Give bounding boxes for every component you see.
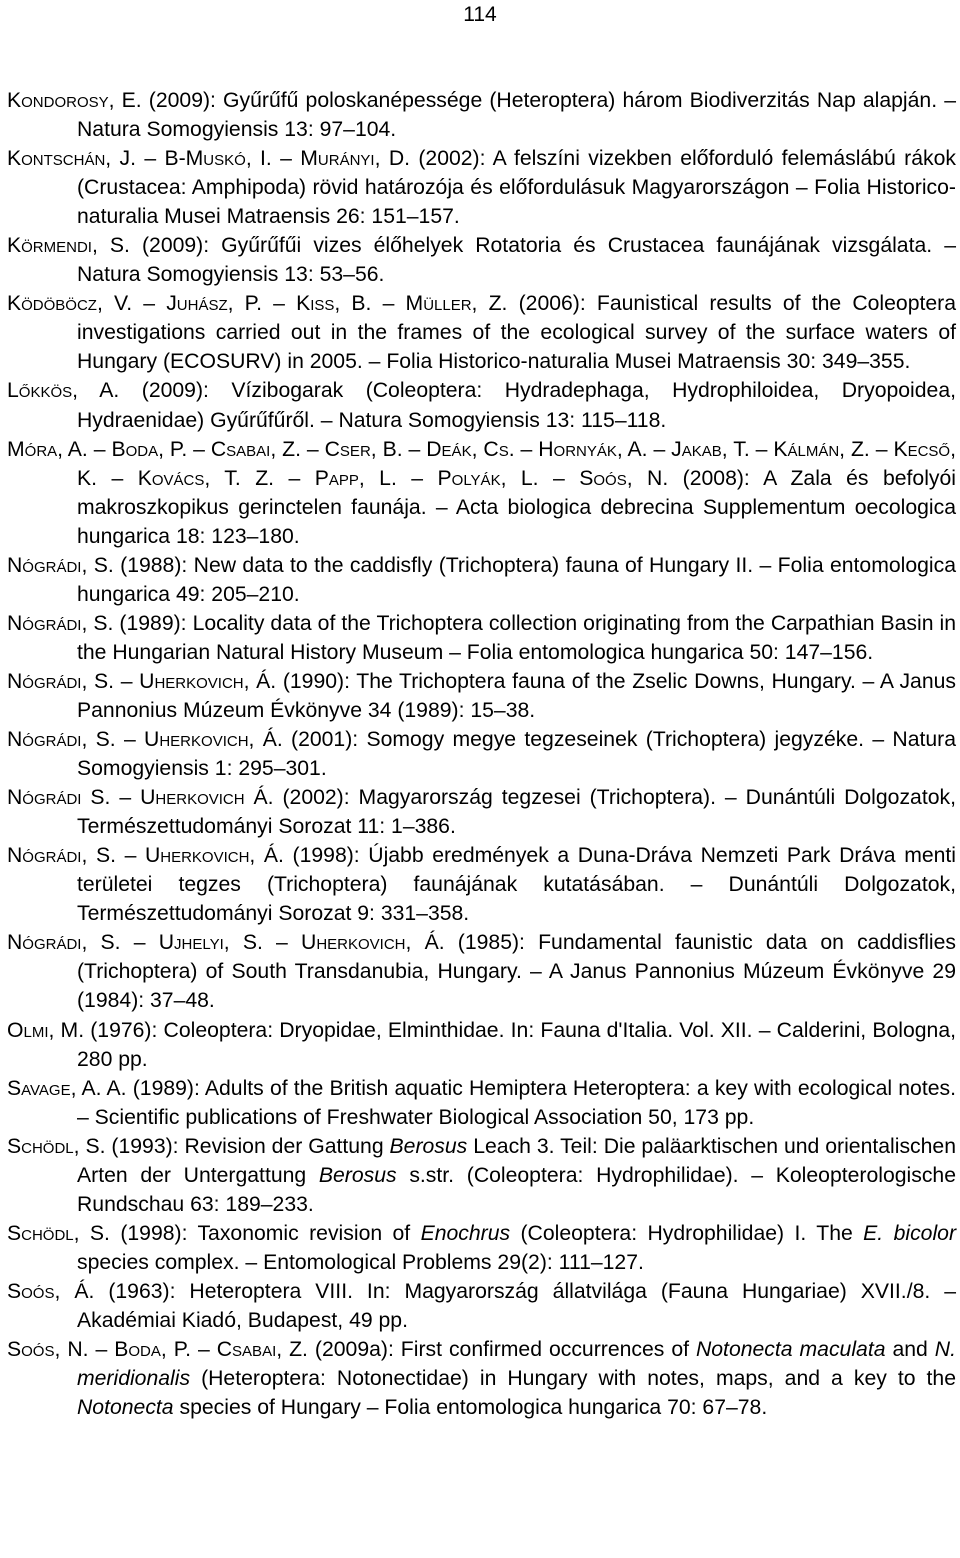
reference-entry (7, 144, 956, 231)
reference-text: (2002): Magyarország tegzesei (Trichoptera). – Dunántúli Dolgozatok, Természettudományi Sorozat 11: 1–386. (77, 786, 956, 839)
reference-entry (7, 841, 956, 928)
reference-authors: Kontschán, J. – B-Muskó, I. – Murányi, D. (7, 147, 411, 171)
reference-text: (2009a): First confirmed occurrences of Notonecta maculata and N. meridionalis (Heteroptera: Notonectidae) in Hungary with notes, maps, and a key to the Notonecta species of Hungary – Folia entomologica hungarica 70: 67–78. (77, 1338, 956, 1420)
reference-entry (7, 1335, 956, 1422)
reference-entry (7, 1074, 956, 1132)
reference-authors: Móra, A. – Boda, P. – Csabai, Z. – Cser, B. – Deák, Cs. – Hornyák, A. – Jakab, T. – Kálmán, Z. – Kecső, K. – Kovács, T. Z. – Papp, L. – Polyák, L. – Soós, N. (7, 437, 956, 490)
reference-text: (1998): Taxonomic revision of Enochrus (Coleoptera: Hydrophilidae) I. The E. bicolor species complex. – Entomological Problems 29(2): 111–127. (77, 1221, 956, 1274)
reference-authors: Schödl, S. (7, 1221, 110, 1245)
reference-text: (1989): Adults of the British aquatic Hemiptera Heteroptera: a key with ecological notes. – Scientific publications of Freshwater Biological Association 50, 173 pp. (77, 1076, 956, 1129)
reference-text: (1963): Heteroptera VIII. In: Magyarország állatvilága (Fauna Hungariae) XVII./8. – Akadémiai Kiadó, Budapest, 49 pp. (77, 1279, 957, 1332)
reference-authors: Nógrádi S. – Uherkovich Á. (7, 786, 274, 810)
reference-authors: Schödl, S. (7, 1134, 106, 1158)
reference-list (7, 86, 956, 1422)
reference-text: (2006): Faunistical results of the Coleoptera investigations carried out in the frames of the ecological survey of the surface waters of Hungary (ECOSURV) in 2005. – Folia Historico-naturalia Musei Matraensis 30: 349–355. (77, 292, 956, 374)
reference-entry (7, 725, 956, 783)
page-number: 114 (463, 3, 497, 26)
reference-entry (7, 928, 956, 1015)
reference-authors: Nógrádi, S. (7, 553, 114, 577)
reference-entry (7, 435, 956, 551)
reference-text: (1989): Locality data of the Trichoptera collection originating from the Carpathian Basin in the Hungarian Natural History Museum – Folia entomologica hungarica 50: 147–156. (77, 611, 956, 664)
reference-text: (1985): Fundamental faunistic data on caddisflies (Trichoptera) of South Transdanubia, Hungary. – A Janus Pannonius Múzeum Évkönyve 29 (1984): 37–48. (77, 931, 957, 1013)
reference-text: (1988): New data to the caddisfly (Trichoptera) fauna of Hungary II. – Folia entomologica hungarica 49: 205–210. (77, 553, 957, 606)
reference-authors: Nógrádi, S. – Uherkovich, Á. (7, 728, 283, 752)
reference-entry (7, 289, 956, 376)
reference-authors: Nógrádi, S. (7, 611, 114, 635)
reference-entry (7, 1219, 956, 1277)
reference-authors: Lőkkös, A. (7, 379, 120, 403)
reference-entry (7, 783, 956, 841)
reference-entry (7, 1016, 956, 1074)
reference-authors: Soós, N. – Boda, P. – Csabai, Z. (7, 1338, 308, 1362)
reference-entry (7, 1277, 956, 1335)
reference-text: (2009): Vízibogarak (Coleoptera: Hydradephaga, Hydrophiloidea, Dryopoidea, Hydraenidae) Gyűrűfűről. – Natura Somogyiensis 13: 115–118. (77, 379, 956, 432)
reference-text: (1993): Revision der Gattung Berosus Leach 3. Teil: Die paläarktischen und orientalischen Arten der Untergattung Berosus s.str. (Coleoptera: Hydrophilidae). – Koleopterologische Rundschau 63: 189–233. (77, 1134, 956, 1216)
reference-text: (2001): Somogy megye tegzeseinek (Trichoptera) jegyzéke. – Natura Somogyiensis 1: 295–301. (77, 728, 956, 781)
reference-entry (7, 86, 956, 144)
reference-authors: Soós, Á. (7, 1279, 95, 1303)
reference-authors: Kondorosy, E. (7, 89, 142, 112)
reference-authors: Nógrádi, S. – Ujhelyi, S. – Uherkovich, Á. (7, 931, 445, 955)
reference-authors: Olmi, M. (7, 1018, 85, 1042)
reference-authors: Ködöböcz, V. – Juhász, P. – Kiss, B. – Müller, Z. (7, 292, 508, 316)
reference-text: (1990): The Trichoptera fauna of the Zselic Downs, Hungary. – A Janus Pannonius Múzeum Évkönyve 34 (1989): 15–38. (77, 669, 956, 722)
reference-text: (1976): Coleoptera: Dryopidae, Elminthidae. In: Fauna d'Italia. Vol. XII. – Calderini, Bologna, 280 pp. (77, 1018, 956, 1071)
reference-entry (7, 376, 956, 434)
reference-authors: Savage, A. A. (7, 1076, 127, 1100)
reference-entry (7, 667, 956, 725)
reference-text: (2009): Gyűrűfűi vizes élőhelyek Rotatoria és Crustacea faunájának vizsgálata. – Natura Somogyiensis 13: 53–56. (77, 234, 956, 287)
reference-authors: Körmendi, S. (7, 234, 130, 258)
reference-text: (2009): Gyűrűfű poloskanépessége (Heteroptera) három Biodiverzitás Nap alapján. – Natura Somogyiensis 13: 97–104. (77, 89, 956, 142)
reference-text: (2002): A felszíni vizekben előforduló felemáslábú rákok (Crustacea: Amphipoda) rövid határozója és előfordulásuk Magyarországon – Folia Historico-naturalia Musei Matraensis 26: 151–157. (77, 147, 956, 229)
reference-entry (7, 609, 956, 667)
reference-entry (7, 231, 956, 289)
reference-authors: Nógrádi, S. – Uherkovich, Á. (7, 669, 277, 693)
reference-entry (7, 551, 956, 609)
reference-entry (7, 1132, 956, 1219)
reference-authors: Nógrádi, S. – Uherkovich, Á. (7, 844, 284, 868)
reference-text: (1998): Újabb eredmények a Duna-Dráva Nemzeti Park Dráva menti területei tegzes (Trichoptera) faunájának kutatásában. – Dunántúli Dolgozatok, Természettudományi Sorozat 9: 331–358. (77, 844, 956, 926)
reference-text: (2008): A Zala és befolyói makroszkopikus gerinctelen faunája. – Acta biologica debrecina Supplementum oecologica hungarica 18: 123–180. (77, 466, 957, 548)
